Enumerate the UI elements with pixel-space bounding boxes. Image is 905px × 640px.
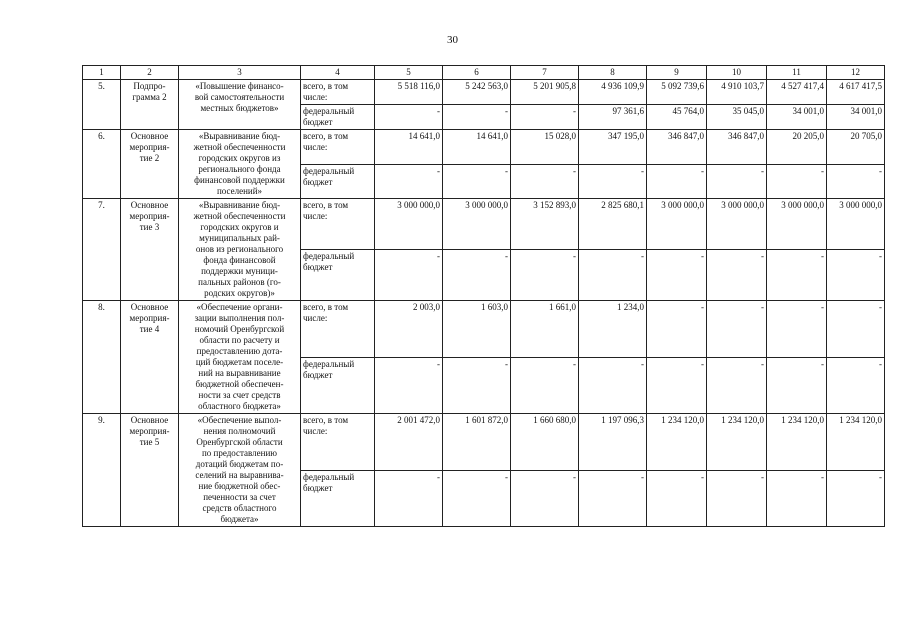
federal-value-cell: - <box>511 164 579 199</box>
federal-value-cell: - <box>375 250 443 301</box>
total-value-cell: 1 234,0 <box>579 301 647 358</box>
federal-value-cell: - <box>707 470 767 527</box>
federal-value-cell: - <box>375 470 443 527</box>
total-value-cell: 20 205,0 <box>767 130 827 165</box>
federal-value-cell: - <box>827 470 885 527</box>
total-value-cell: 1 601 872,0 <box>443 414 511 471</box>
funding-source-total-label: всего, в том числе: <box>301 199 375 250</box>
federal-value-cell: - <box>579 250 647 301</box>
table-row <box>83 414 885 471</box>
funding-source-federal-label: федеральный бюджет <box>301 357 375 414</box>
activity-type: Основное мероприя- тие 4 <box>121 301 179 414</box>
federal-value-cell: - <box>511 357 579 414</box>
column-header: 3 <box>179 66 301 80</box>
total-value-cell: 346 847,0 <box>647 130 707 165</box>
federal-value-cell: - <box>375 164 443 199</box>
funding-source-federal-label: федеральный бюджет <box>301 470 375 527</box>
total-value-cell: 15 028,0 <box>511 130 579 165</box>
activity-type: Основное мероприя- тие 2 <box>121 130 179 199</box>
column-header: 5 <box>375 66 443 80</box>
total-value-cell: 2 825 680,1 <box>579 199 647 250</box>
federal-value-cell: - <box>827 250 885 301</box>
row-number: 5. <box>83 80 121 130</box>
table-row <box>83 199 885 250</box>
federal-value-cell: - <box>827 357 885 414</box>
row-number: 8. <box>83 301 121 414</box>
federal-value-cell: - <box>579 470 647 527</box>
total-value-cell: - <box>707 301 767 358</box>
total-value-cell: 1 234 120,0 <box>767 414 827 471</box>
federal-value-cell: - <box>443 164 511 199</box>
total-value-cell: 14 641,0 <box>375 130 443 165</box>
table-row <box>83 80 885 105</box>
column-header: 10 <box>707 66 767 80</box>
activity-name: «Выравнивание бюд- жетной обеспеченности городских округов и муниципальных рай- онов из регионального фонда финансовой поддержки муници- пальных районов (го- родских округов)» <box>179 199 301 301</box>
federal-value-cell: 34 001,0 <box>767 105 827 130</box>
total-value-cell: 1 234 120,0 <box>647 414 707 471</box>
column-header: 6 <box>443 66 511 80</box>
total-value-cell: 5 242 563,0 <box>443 80 511 105</box>
total-value-cell: 1 661,0 <box>511 301 579 358</box>
activity-name: «Выравнивание бюд- жетной обеспеченности городских округов из регионального фонда финансовой поддержки поселений» <box>179 130 301 199</box>
funding-source-total-label: всего, в том числе: <box>301 130 375 165</box>
column-header: 12 <box>827 66 885 80</box>
header-row <box>83 66 885 80</box>
federal-value-cell: - <box>579 164 647 199</box>
total-value-cell: - <box>647 301 707 358</box>
total-value-cell: 4 527 417,4 <box>767 80 827 105</box>
federal-value-cell: - <box>647 250 707 301</box>
federal-value-cell: - <box>647 164 707 199</box>
federal-value-cell: - <box>511 470 579 527</box>
total-value-cell: 1 660 680,0 <box>511 414 579 471</box>
total-value-cell: 5 518 116,0 <box>375 80 443 105</box>
federal-value-cell: 97 361,6 <box>579 105 647 130</box>
column-header: 2 <box>121 66 179 80</box>
total-value-cell: - <box>827 301 885 358</box>
total-value-cell: 3 000 000,0 <box>375 199 443 250</box>
column-header: 8 <box>579 66 647 80</box>
column-header: 4 <box>301 66 375 80</box>
federal-value-cell: 45 764,0 <box>647 105 707 130</box>
total-value-cell: 1 603,0 <box>443 301 511 358</box>
page-number: 30 <box>447 34 458 46</box>
total-value-cell: 1 197 096,3 <box>579 414 647 471</box>
total-value-cell: 14 641,0 <box>443 130 511 165</box>
federal-value-cell: - <box>579 357 647 414</box>
total-value-cell: 20 705,0 <box>827 130 885 165</box>
total-value-cell: 3 000 000,0 <box>767 199 827 250</box>
funding-source-total-label: всего, в том числе: <box>301 414 375 471</box>
federal-value-cell: - <box>375 105 443 130</box>
federal-value-cell: - <box>375 357 443 414</box>
federal-value-cell: - <box>827 164 885 199</box>
federal-value-cell: 35 045,0 <box>707 105 767 130</box>
federal-value-cell: - <box>707 164 767 199</box>
total-value-cell: 3 000 000,0 <box>647 199 707 250</box>
row-number: 7. <box>83 199 121 301</box>
total-value-cell: 3 000 000,0 <box>827 199 885 250</box>
table-row <box>83 301 885 358</box>
column-header: 1 <box>83 66 121 80</box>
total-value-cell: 346 847,0 <box>707 130 767 165</box>
federal-value-cell: - <box>767 250 827 301</box>
federal-value-cell: - <box>511 105 579 130</box>
total-value-cell: 1 234 120,0 <box>827 414 885 471</box>
total-value-cell: - <box>767 301 827 358</box>
table-row <box>83 130 885 165</box>
federal-value-cell: - <box>647 357 707 414</box>
total-value-cell: 5 092 739,6 <box>647 80 707 105</box>
total-value-cell: 3 000 000,0 <box>707 199 767 250</box>
budget-table <box>82 65 885 527</box>
activity-name: «Обеспечение выпол- нения полномочий Оренбургской области по предоставлению дотаций бюджетам по- селений на выравнива- ние бюджетной обес- печенности за счет средств областного бюджета» <box>179 414 301 527</box>
activity-name: «Обеспечение органи- зации выполнения пол- номочий Оренбургской области по расчету и предоставлению дота- ций бюджетам поселе- ний на выравнивание бюджетной обеспечен- ности за счет средств областного бюджета» <box>179 301 301 414</box>
funding-source-total-label: всего, в том числе: <box>301 80 375 105</box>
federal-value-cell: 34 001,0 <box>827 105 885 130</box>
federal-value-cell: - <box>443 470 511 527</box>
total-value-cell: 2 003,0 <box>375 301 443 358</box>
total-value-cell: 4 936 109,9 <box>579 80 647 105</box>
total-value-cell: 5 201 905,8 <box>511 80 579 105</box>
total-value-cell: 3 152 893,0 <box>511 199 579 250</box>
row-number: 6. <box>83 130 121 199</box>
activity-type: Подпро- грамма 2 <box>121 80 179 130</box>
activity-type: Основное мероприя- тие 5 <box>121 414 179 527</box>
row-number: 9. <box>83 414 121 527</box>
column-header: 9 <box>647 66 707 80</box>
funding-source-federal-label: федеральный бюджет <box>301 164 375 199</box>
total-value-cell: 2 001 472,0 <box>375 414 443 471</box>
total-value-cell: 3 000 000,0 <box>443 199 511 250</box>
federal-value-cell: - <box>443 105 511 130</box>
federal-value-cell: - <box>707 250 767 301</box>
total-value-cell: 4 910 103,7 <box>707 80 767 105</box>
activity-type: Основное мероприя- тие 3 <box>121 199 179 301</box>
federal-value-cell: - <box>767 357 827 414</box>
activity-name: «Повышение финансо- вой самостоятельности местных бюджетов» <box>179 80 301 130</box>
federal-value-cell: - <box>511 250 579 301</box>
column-header: 11 <box>767 66 827 80</box>
federal-value-cell: - <box>443 357 511 414</box>
column-header: 7 <box>511 66 579 80</box>
federal-value-cell: - <box>443 250 511 301</box>
funding-source-federal-label: федеральный бюджет <box>301 105 375 130</box>
funding-source-total-label: всего, в том числе: <box>301 301 375 358</box>
federal-value-cell: - <box>647 470 707 527</box>
total-value-cell: 1 234 120,0 <box>707 414 767 471</box>
federal-value-cell: - <box>707 357 767 414</box>
funding-source-federal-label: федеральный бюджет <box>301 250 375 301</box>
federal-value-cell: - <box>767 470 827 527</box>
total-value-cell: 347 195,0 <box>579 130 647 165</box>
total-value-cell: 4 617 417,5 <box>827 80 885 105</box>
federal-value-cell: - <box>767 164 827 199</box>
